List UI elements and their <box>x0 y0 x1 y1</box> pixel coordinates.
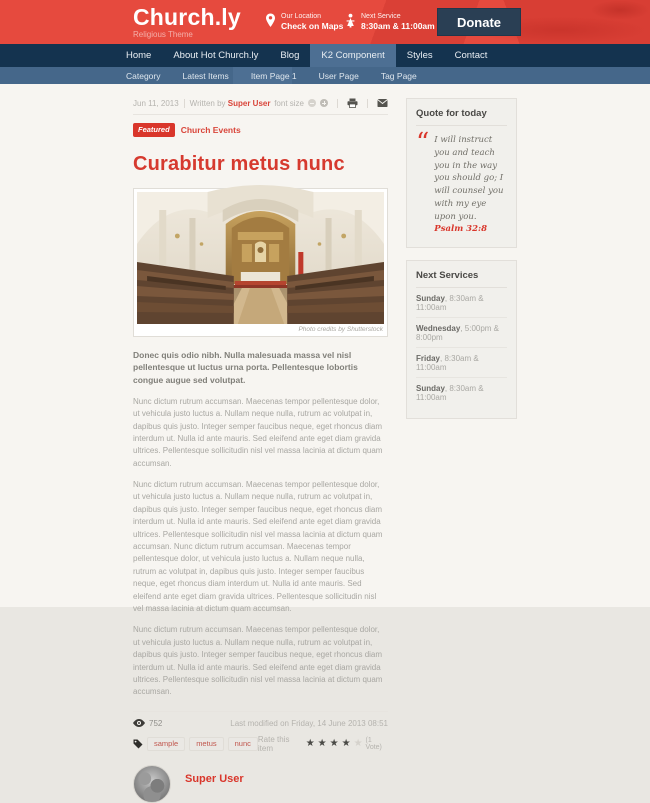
subnav-item-category[interactable]: Category <box>126 70 161 81</box>
meta-divider <box>184 99 185 108</box>
vote-count: (1 Vote) <box>365 736 382 751</box>
logo[interactable] <box>133 6 241 39</box>
article-paragraph: Nunc dictum rutrum accumsan. Maecenas tempor pellentesque dolor, ut vehicula justo luctus a. Nullam neque nulla, rutrum ac volutpat in, dapibus quis justo. Integer semper faucibus neque, eget rhoncus diam interdum ut. Nulla id ante mauris. Sed eleifend ante eget diam gravida ultrices. Pellentesque sollicitudin nisl vel massa lacinia at dictum quam accumsan. <box>133 625 383 697</box>
article <box>133 98 388 803</box>
logo-text: Church.ly <box>133 4 241 30</box>
service-day: Friday <box>416 354 441 363</box>
star-icon[interactable] <box>342 739 351 749</box>
nav-item-styles[interactable]: Styles <box>406 50 433 61</box>
service-day: Wednesday <box>416 324 461 333</box>
header-service-block[interactable] <box>345 12 435 31</box>
quote-title: Quote for today <box>416 108 507 126</box>
author-box <box>133 765 388 803</box>
service-row: Friday, 8:30am & 11:00am <box>416 348 507 378</box>
service-day: Sunday <box>416 294 445 303</box>
image-caption: Photo credits by Shutterstock <box>298 325 383 333</box>
view-count: 752 <box>149 718 163 728</box>
nav-item-blog[interactable]: Blog <box>280 50 300 61</box>
article-paragraph: Nunc dictum rutrum accumsan. Maecenas tempor pellentesque dolor, ut vehicula justo luctus a. Nullam neque nulla, rutrum ac volutpat in, dapibus quis justo. Integer semper faucibus neque, eget rhoncus diam interdum ut. Nulla id ante mauris. Sed eleifend ante eget diam gravida ultrices. Pellentesque sollicitudin nisl vel massa lacinia at dictum quam accumsan. Nunc dictum rutrum accumsan. Maecenas tempor pellentesque dolor, ut vehicula justo luctus a. Nullam neque nulla, rutrum ac volutpat in, dapibus quis justo. Integer semper faucibus neque, eget rhoncus diam interdum ut. Nulla id ante mauris. Sed eleifend ante eget diam gravida ultrices. Pellentesque sollicitudin nisl vel massa lacinia at dictum quam accumsan. <box>133 480 383 613</box>
article-title: Curabitur metus nunc <box>133 152 345 175</box>
article-paragraph: Nunc dictum rutrum accumsan. Maecenas tempor pellentesque dolor, ut vehicula justo luctus a. Nullam neque nulla, rutrum ac volutpat in, dapibus quis justo. Integer semper faucibus neque, eget rhoncus diam interdum ut. Nulla id ante mauris. Sed eleifend ante eget diam gravida ultrices. Pellentesque sollicitudin nisl vel massa lacinia at dictum quam accumsan. <box>133 396 383 468</box>
service-time: 5:00pm & 8:00pm <box>416 324 500 342</box>
author-link[interactable]: Super User <box>227 98 271 108</box>
article-footer <box>133 711 388 753</box>
star-icon[interactable] <box>318 739 327 749</box>
quote-module <box>406 98 517 248</box>
logo-tagline: Religious Theme <box>133 30 193 39</box>
service-time: 8:30am & 11:00am <box>416 384 484 402</box>
subnav-item-user-page[interactable]: User Page <box>318 70 359 81</box>
star-icon[interactable] <box>306 739 315 749</box>
article-image-frame <box>133 188 388 337</box>
church-interior-image <box>137 192 384 324</box>
next-services-title: Next Services <box>416 270 507 288</box>
author-avatar <box>133 765 171 803</box>
tag-metus[interactable]: metus <box>189 737 223 751</box>
header-location-block[interactable] <box>265 12 343 31</box>
location-value: Check on Maps <box>281 21 344 31</box>
font-size-label: font size <box>274 98 304 108</box>
service-time: 8:30am & 11:00am <box>416 294 484 312</box>
site-header <box>0 0 650 44</box>
print-icon[interactable] <box>347 98 358 108</box>
written-by-label: Written by <box>189 98 226 108</box>
tag-icon <box>133 739 143 749</box>
donate-button[interactable]: Donate <box>437 8 521 36</box>
eye-icon <box>133 719 145 727</box>
subnav-item-item-page-1[interactable]: Item Page 1 <box>250 70 297 81</box>
subnav-item-tag-page[interactable]: Tag Page <box>380 70 417 81</box>
font-size-decrease-icon[interactable] <box>308 99 316 107</box>
service-label: Next Service <box>361 13 401 20</box>
service-time: 8:30am & 11:00am <box>416 354 479 372</box>
nav-item-contact[interactable]: Contact <box>454 50 488 61</box>
article-date: Jun 11, 2013 <box>133 98 179 108</box>
star-icon[interactable] <box>330 739 339 749</box>
last-modified: Last modified on Friday, 14 June 2013 08:51 <box>230 718 388 728</box>
service-day: Sunday <box>416 384 445 393</box>
article-lead: Donec quis odio nibh. Nulla malesuada massa vel nisl pellentesque ut luctus urna porta. Pellentesque lobortis congue augue sed volutpat. <box>133 349 358 385</box>
email-icon[interactable] <box>377 98 388 108</box>
quote-reference: Psalm 32:8 <box>434 224 488 235</box>
service-row: Sunday, 8:30am & 11:00am <box>416 384 484 402</box>
sub-nav <box>0 67 650 84</box>
person-icon <box>345 13 356 28</box>
meta-divider <box>367 99 368 108</box>
font-size-increase-icon[interactable] <box>320 99 328 107</box>
tag-nunc[interactable]: nunc <box>228 737 258 751</box>
article-meta <box>133 98 388 115</box>
service-row: Sunday, 8:30am & 11:00am <box>416 288 507 318</box>
sidebar <box>406 98 517 803</box>
tag-sample[interactable]: sample <box>147 737 185 751</box>
nav-item-home[interactable]: Home <box>126 50 152 61</box>
subnav-item-latest-items[interactable]: Latest Items <box>182 70 229 81</box>
quote-mark-icon: “ <box>416 128 430 158</box>
featured-badge: Featured <box>133 123 175 137</box>
rate-label: Rate this item <box>257 734 290 753</box>
author-box-name[interactable]: Super User <box>185 772 244 785</box>
nav-item-about[interactable]: About Hot Church.ly <box>173 50 259 61</box>
article-badges <box>133 123 388 137</box>
nav-item-k2-component[interactable]: K2 Component <box>310 44 395 67</box>
content-area <box>133 84 517 803</box>
location-label: Our Location <box>281 13 322 20</box>
service-row: Wednesday, 5:00pm & 8:00pm <box>416 318 507 348</box>
main-nav <box>0 44 650 67</box>
map-pin-icon <box>265 13 276 28</box>
service-value: 8:30am & 11:00am <box>361 21 435 31</box>
category-link[interactable]: Church Events <box>180 124 241 135</box>
star-icon[interactable] <box>354 739 363 749</box>
meta-divider <box>337 99 338 108</box>
quote-text: I will instruct you and teach you in the way you should go; I will counsel you with my eye upon you. <box>434 135 504 222</box>
next-services-module <box>406 260 517 419</box>
